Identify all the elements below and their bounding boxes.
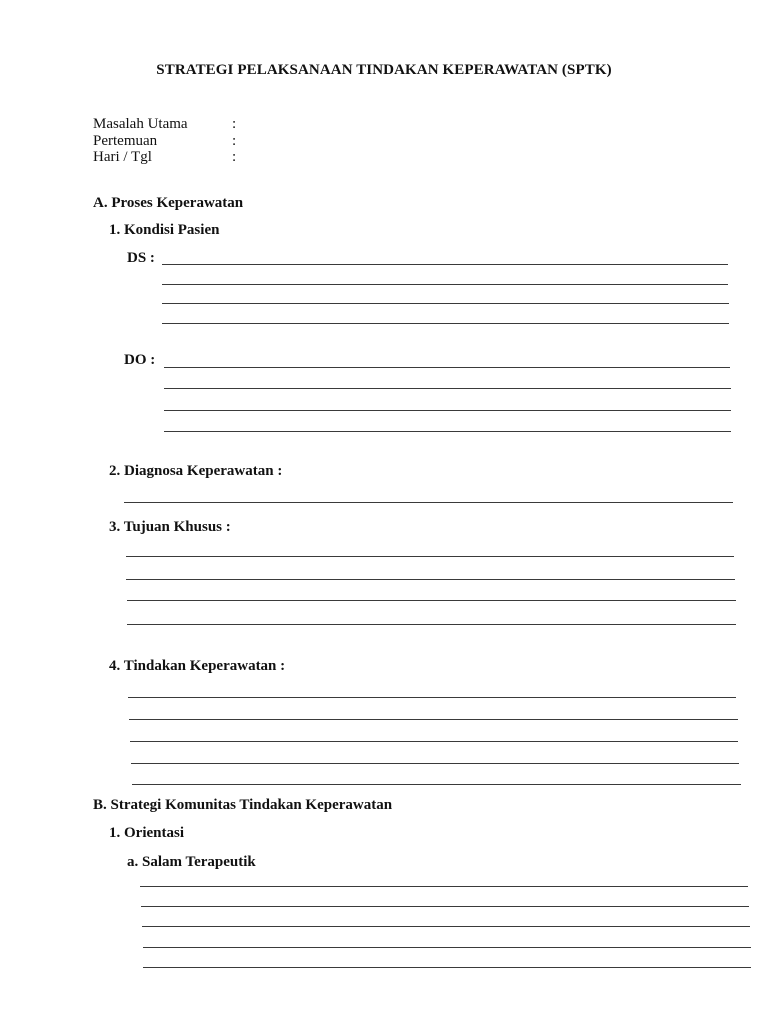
salam-writing-line bbox=[143, 947, 751, 948]
do-label: DO : bbox=[124, 352, 156, 368]
ds-label: DS : bbox=[127, 250, 155, 266]
tindakan-heading: 4. Tindakan Keperawatan : bbox=[109, 658, 286, 674]
ds-writing-line bbox=[162, 323, 729, 324]
orientasi-heading: 1. Orientasi bbox=[109, 825, 184, 841]
do-writing-line bbox=[164, 431, 731, 432]
meta-colon-hari-tgl: : bbox=[232, 149, 237, 165]
tujuan-writing-line bbox=[127, 624, 736, 625]
salam-terapeutik-heading: a. Salam Terapeutik bbox=[127, 854, 256, 870]
diagnosa-heading: 2. Diagnosa Keperawatan : bbox=[109, 463, 283, 479]
do-writing-line bbox=[164, 410, 731, 411]
do-writing-line bbox=[164, 367, 730, 368]
ds-writing-line bbox=[162, 264, 728, 265]
tindakan-writing-line bbox=[129, 719, 738, 720]
meta-label-pertemuan: Pertemuan bbox=[93, 133, 158, 149]
salam-writing-line bbox=[140, 886, 748, 887]
do-writing-line bbox=[164, 388, 731, 389]
tujuan-heading: 3. Tujuan Khusus : bbox=[109, 519, 231, 535]
section-b-heading: B. Strategi Komunitas Tindakan Keperawatan bbox=[93, 797, 393, 813]
tujuan-writing-line bbox=[127, 600, 736, 601]
tujuan-writing-line bbox=[126, 556, 734, 557]
meta-label-masalah-utama: Masalah Utama bbox=[93, 116, 188, 132]
meta-label-hari-tgl: Hari / Tgl bbox=[93, 149, 152, 165]
tindakan-writing-line bbox=[131, 763, 739, 764]
ds-writing-line bbox=[162, 284, 728, 285]
kondisi-pasien-heading: 1. Kondisi Pasien bbox=[109, 222, 220, 238]
salam-writing-line bbox=[142, 926, 750, 927]
tindakan-writing-line bbox=[128, 697, 736, 698]
diagnosa-writing-line bbox=[124, 502, 733, 503]
document-title: STRATEGI PELAKSANAAN TINDAKAN KEPERAWATAN (SPTK) bbox=[156, 62, 612, 78]
tindakan-writing-line bbox=[130, 741, 738, 742]
meta-colon-pertemuan: : bbox=[232, 133, 237, 149]
salam-writing-line bbox=[141, 906, 749, 907]
salam-writing-line bbox=[143, 967, 751, 968]
tindakan-writing-line bbox=[132, 784, 741, 785]
tujuan-writing-line bbox=[126, 579, 735, 580]
section-a-heading: A. Proses Keperawatan bbox=[93, 195, 244, 211]
ds-writing-line bbox=[162, 303, 729, 304]
meta-colon-masalah-utama: : bbox=[232, 116, 237, 132]
